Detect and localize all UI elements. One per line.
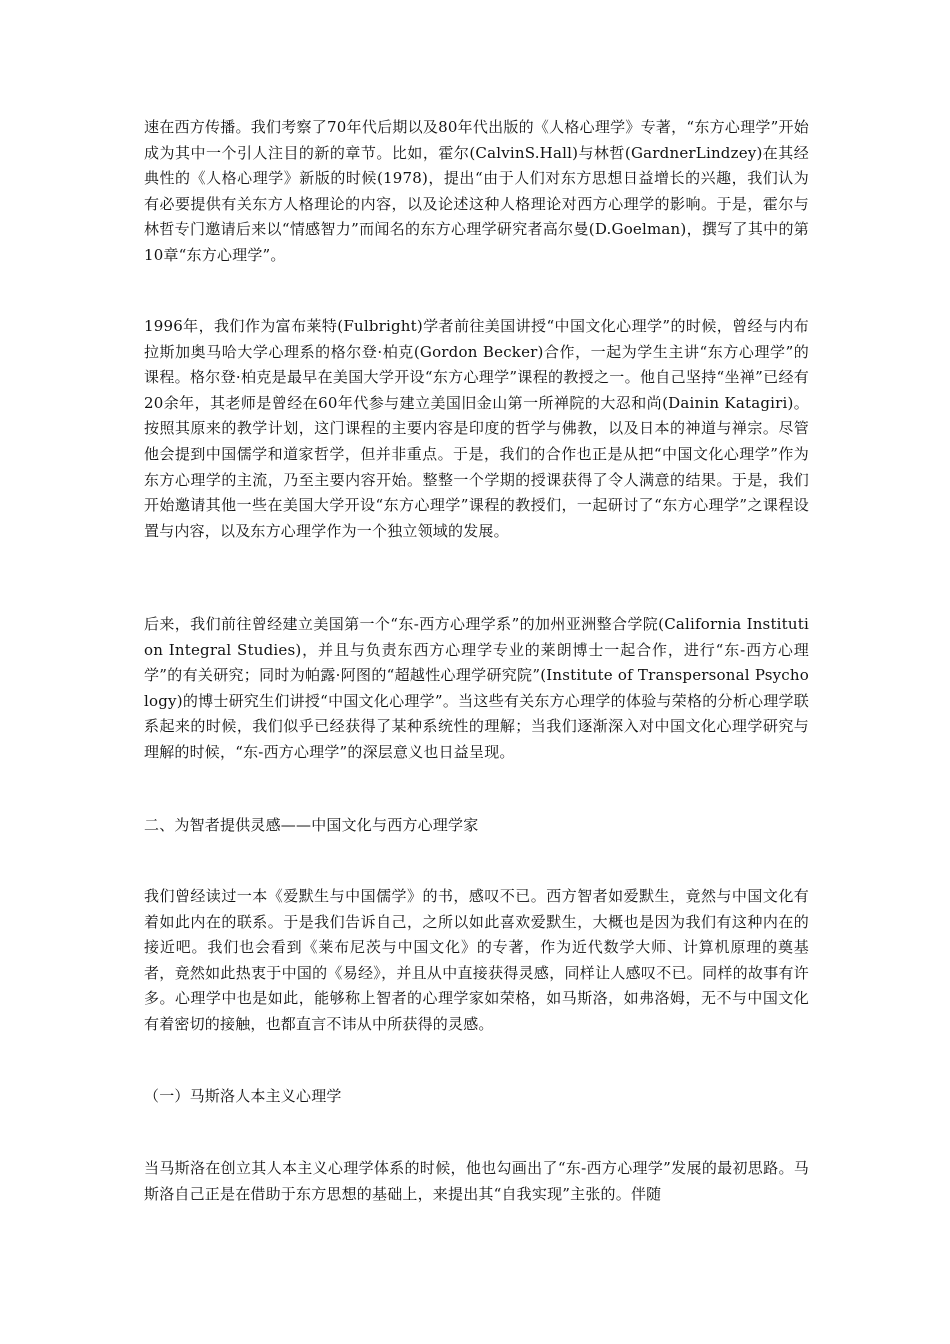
paragraph-eastern-psychology-chapter: 速在西方传播。我们考察了70年代后期以及80年代出版的《人格心理学》专著，“东方心理学”开始成为其中一个引人注目的新的章节。比如，霍尔(CalvinS.Hall)与林哲(GardnerLindzey)在其经典性的《人格心理学》新版的时候(1978)，提出“由于人们对东方思想日益增长的兴趣，我们认为有必要提供有关东方人格理论的内容，以及论述这种人格理论对西方心理学的影响。于是，霍尔与林哲专门邀请后来以“情感智力”而闻名的东方心理学研究者高尔曼(D.Goelman)，撰写了其中的第10章“东方心理学”。 [144, 118, 809, 264]
paragraph-western-sages: 我们曾经读过一本《爱默生与中国儒学》的书，感叹不已。西方智者如爱默生，竟然与中国文化有着如此内在的联系。于是我们告诉自己，之所以如此喜欢爱默生，大概也是因为我们有这种内在的接近吧。我们也会看到《莱布尼茨与中国文化》的专著，作为近代数学大师、计算机原理的奠基者，竟然如此热衷于中国的《易经》，并且从中直接获得灵感，同样让人感叹不已。同样的故事有许多。心理学中也是如此，能够称上智者的心理学家如荣格，如马斯洛，如弗洛姆，无不与中国文化有着密切的接触，也都直言不讳从中所获得的灵感。 [144, 887, 809, 1033]
paragraph-ciis-research: 后来，我们前往曾经建立美国第一个“东-西方心理学系”的加州亚洲整合学院(California Institution Integral Studies)，并且与负责东西方心理学专业的莱朗博士一起合作，进行“东-西方心理学”的有关研究；同时为帕露·阿图的“超越性心理学研究院”(Institute of Transpersonal Psychology)的博士研究生们讲授“中国文化心理学”。当这些有关东方心理学的体验与荣格的分析心理学联系起来的时候，我们似乎已经获得了某种系统性的理解；当我们逐渐深入对中国文化心理学研究与理解的时候，“东-西方心理学”的深层意义也日益呈现。 [144, 615, 809, 761]
paragraph-fulbright-teaching: 1996年，我们作为富布莱特(Fulbright)学者前往美国讲授“中国文化心理学”的时候，曾经与内布拉斯加奥马哈大学心理系的格尔登·柏克(Gordon Becker)合作，一起为学生主讲“东方心理学”的课程。格尔登·柏克是最早在美国大学开设“东方心理学”课程的教授之一。他自己坚持“坐禅”已经有20余年，其老师是曾经在60年代参与建立美国旧金山第一所禅院的大忍和尚(Dainin Katagiri)。按照其原来的教学计划，这门课程的主要内容是印度的哲学与佛教，以及日本的神道与禅宗。尽管他会提到中国儒学和道家哲学，但并非重点。于是，我们的合作也正是从把“中国文化心理学”作为东方心理学的主流，乃至主要内容开始。整整一个学期的授课获得了令人满意的结果。于是，我们开始邀请其他一些在美国大学开设“东方心理学”课程的教授们，一起研讨了“东方心理学”之课程设置与内容，以及东方心理学作为一个独立领域的发展。 [144, 317, 809, 540]
paragraph-maslow-east-west: 当马斯洛在创立其人本主义心理学体系的时候，他也勾画出了“东-西方心理学”发展的最初思路。马斯洛自己正是在借助于东方思想的基础上，来提出其“自我实现”主张的。伴随 [144, 1159, 809, 1203]
subsection-heading-maslow: （一）马斯洛人本主义心理学 [144, 1087, 342, 1105]
section-heading-inspiration: 二、为智者提供灵感——中国文化与西方心理学家 [144, 816, 479, 834]
